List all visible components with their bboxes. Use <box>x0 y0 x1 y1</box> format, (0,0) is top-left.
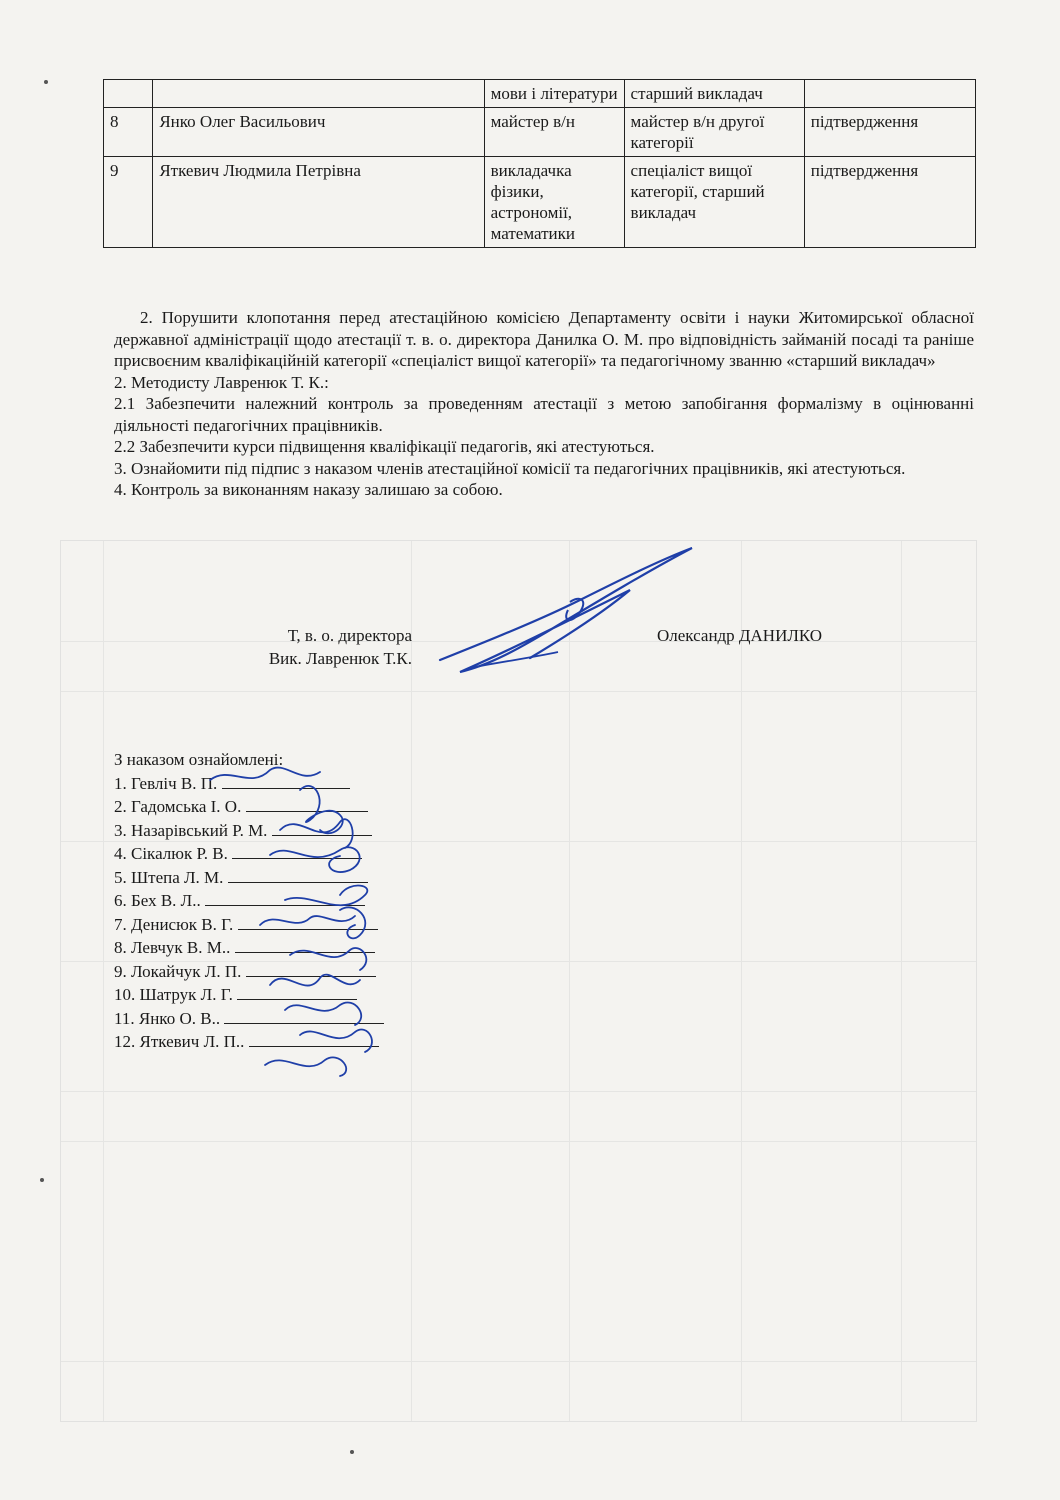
list-item: 9. Локайчук Л. П. <box>114 960 384 984</box>
list-item: 7. Денисюк В. Г. <box>114 913 384 937</box>
list-item: 11. Янко О. В.. <box>114 1007 384 1031</box>
attestation-action: підтвердження <box>804 108 975 157</box>
director-title: Т, в. о. директора <box>287 626 412 645</box>
acknowledgement-signatures-icon <box>190 760 420 1080</box>
executor: Вик. Лавренюк Т.К. <box>268 649 412 668</box>
employee-name: Яткевич Людмила Петрівна <box>153 157 484 248</box>
scan-speck <box>40 1178 44 1182</box>
row-number: 9 <box>104 157 153 248</box>
table-row <box>104 157 976 248</box>
employee-name <box>153 80 484 108</box>
attestation-action: підтвердження <box>804 157 975 248</box>
list-item: 12. Яткевич Л. П.. <box>114 1030 384 1054</box>
attestation-table <box>103 79 976 248</box>
row-number <box>104 80 153 108</box>
director-name: Олександр ДАНИЛКО <box>657 626 823 645</box>
list-item: 1. Гевліч В. П. <box>114 772 384 796</box>
list-item: 10. Шатрук Л. Г. <box>114 983 384 1007</box>
paragraph-2-1: 2.1 Забезпечити належний контроль за проведенням атестації з метою запобігання формалізму в оцінюванні діяльності педагогічних працівників. <box>114 394 974 435</box>
scan-speck <box>44 80 48 84</box>
paragraph-2-methodist: 2. Методисту Лавренюк Т. К.: <box>114 372 329 392</box>
list-item: 5. Штепа Л. М. <box>114 866 384 890</box>
order-body <box>114 307 974 501</box>
list-item: 2. Гадомська І. О. <box>114 795 384 819</box>
paragraph-2-2: 2.2 Забезпечити курси підвищення кваліфікації педагогів, які атестуються. <box>114 437 655 456</box>
employee-position: мови і літератури <box>484 80 624 108</box>
paragraph-2-petition: 2. Порушити клопотання перед атестаційною комісією Департаменту освіти і науки Житомирської обласної державної адміністрації щодо атестації т. в. о. директора Данилка О. М. про відповідність займаній посаді та раніше присвоєним кваліфікаційній категорії «спеціаліст вищої категорії» та педагогічному званню «старший викладач» <box>114 308 974 370</box>
table-row <box>104 108 976 157</box>
employee-name: Янко Олег Васильович <box>153 108 484 157</box>
attestation-action <box>804 80 975 108</box>
employee-position: викладачка фізики, астрономії, математики <box>484 157 624 248</box>
employee-category: майстер в/н другої категорії <box>624 108 804 157</box>
paragraph-4: 4. Контроль за виконанням наказу залишаю за собою. <box>114 480 503 499</box>
row-number: 8 <box>104 108 153 157</box>
scan-speck <box>350 1450 354 1454</box>
employee-category: старший викладач <box>624 80 804 108</box>
employee-position: майстер в/н <box>484 108 624 157</box>
director-signature-icon <box>430 540 700 680</box>
paragraph-3: 3. Ознайомити під підпис з наказом членів атестаційної комісії та педагогічних працівників, які атестуються. <box>114 458 906 478</box>
employee-category: спеціаліст вищої категорії, старший викладач <box>624 157 804 248</box>
list-item: 6. Бех В. Л.. <box>114 889 384 913</box>
list-item: 4. Сікалюк Р. В. <box>114 842 384 866</box>
table-row <box>104 80 976 108</box>
list-item: 8. Левчук В. М.. <box>114 936 384 960</box>
list-item: 3. Назарівський Р. М. <box>114 819 384 843</box>
signature-left <box>172 624 412 670</box>
acknowledgement-heading: З наказом ознайомлені: <box>114 750 284 769</box>
